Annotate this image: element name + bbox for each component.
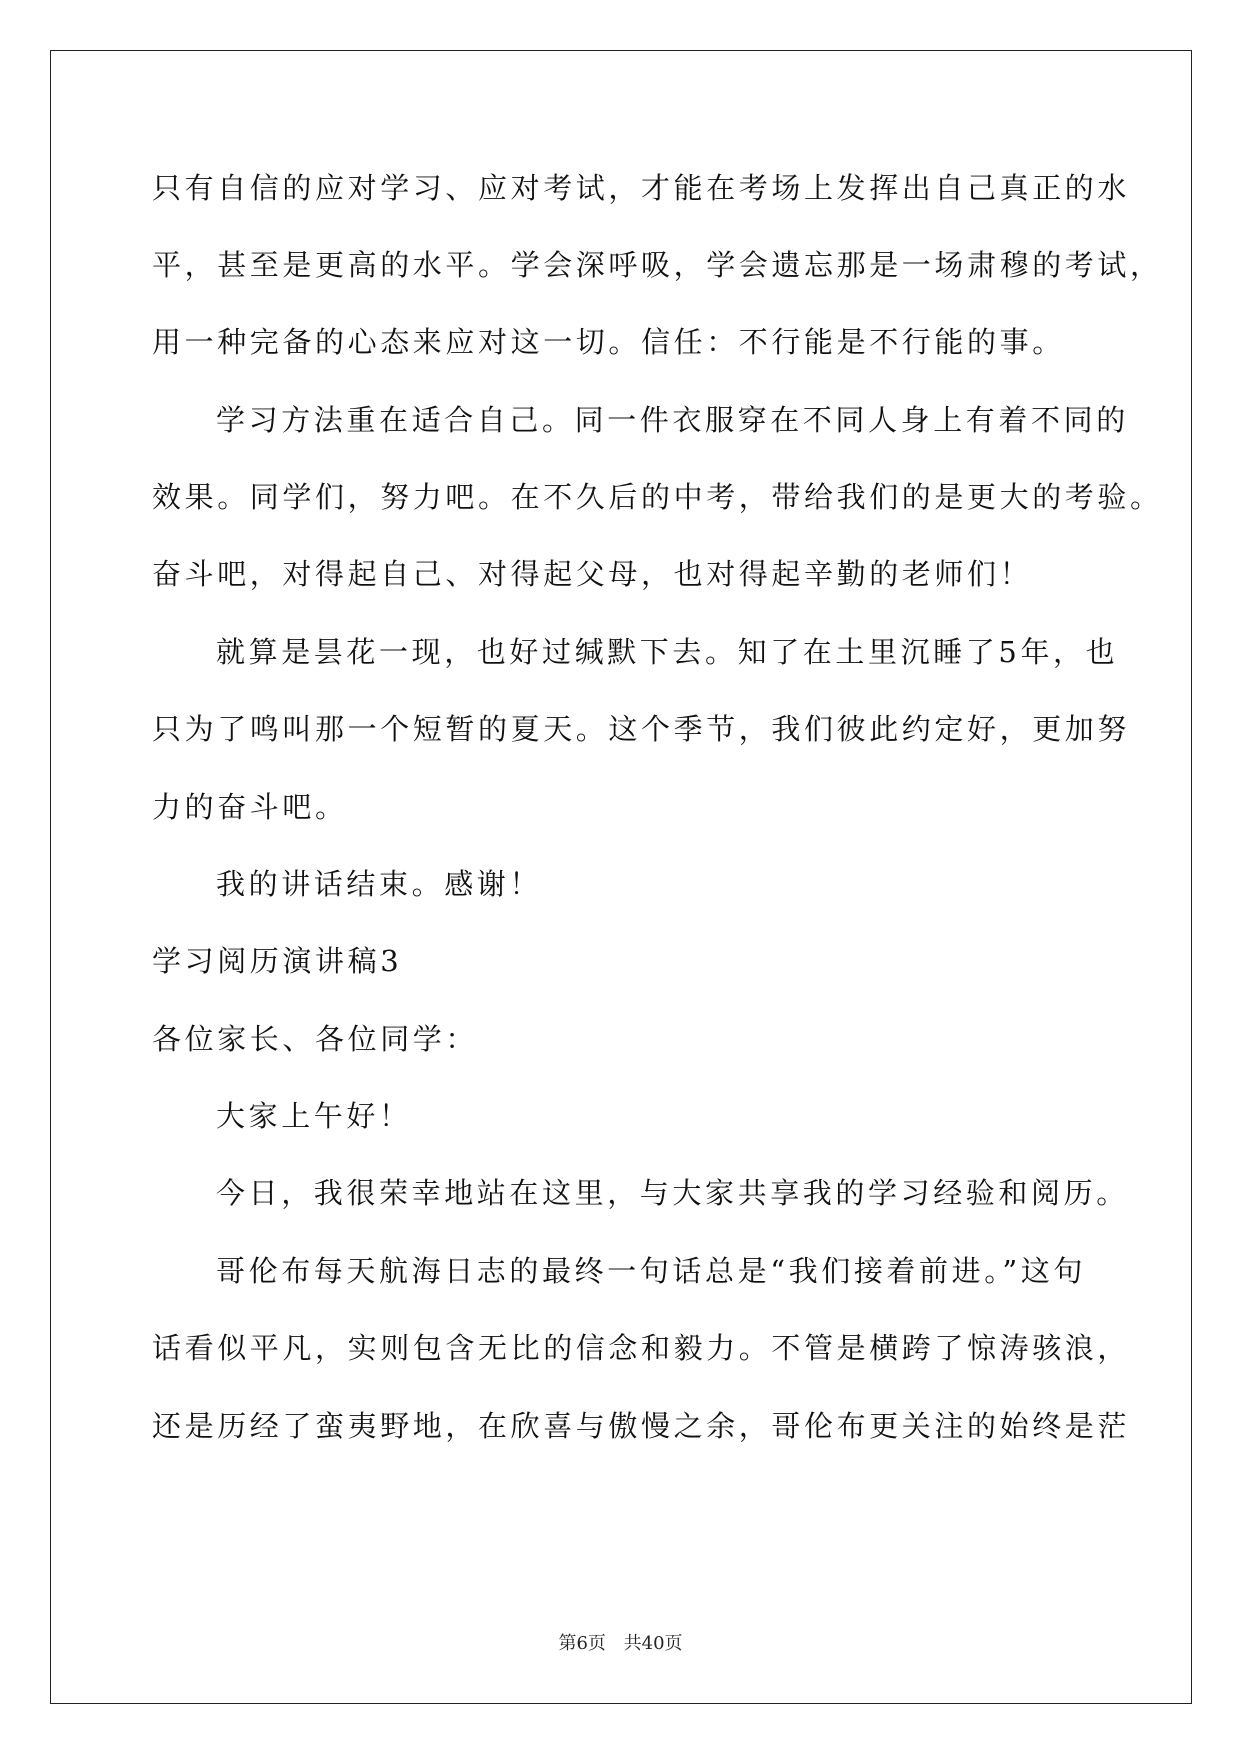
salutation: 各位家长、各位同学： — [152, 1022, 479, 1056]
section-heading: 学习阅历演讲稿3 — [152, 944, 403, 978]
paragraph-line: 用一种完备的心态来应对这一切。信任：不行能是不行能的事。 — [152, 325, 1065, 359]
greeting: 大家上午好！ — [216, 1099, 412, 1133]
paragraph-line: 力的奋斗吧。 — [152, 790, 348, 824]
paragraph-line: 哥伦布每天航海日志的最终一句话总是“我们接着前进。”这句 — [216, 1254, 1086, 1288]
paragraph-line: 话看似平凡，实则包含无比的信念和毅力。不管是横跨了惊涛骇浪， — [152, 1331, 1131, 1365]
page-total: 共40页 — [623, 1633, 683, 1654]
paragraph-line: 学习方法重在适合自己。同一件衣服穿在不同人身上有着不同的 — [216, 403, 1129, 437]
paragraph-line: 只有自信的应对学习、应对考试，才能在考场上发挥出自己真正的水 — [152, 171, 1131, 205]
page-number: 第6页 — [558, 1633, 606, 1654]
paragraph-line: 奋斗吧，对得起自己、对得起父母，也对得起辛勤的老师们！ — [152, 557, 1033, 591]
paragraph-line: 今日，我很荣幸地站在这里，与大家共享我的学习经验和阅历。 — [216, 1176, 1129, 1210]
paragraph-line: 效果。同学们，努力吧。在不久后的中考，带给我们的是更大的考验。 — [152, 480, 1163, 514]
paragraph-line: 平，甚至是更高的水平。学会深呼吸，学会遗忘那是一场肃穆的考试， — [152, 248, 1163, 282]
page-footer — [0, 1633, 1241, 1655]
paragraph-line: 只为了鸣叫那一个短暂的夏天。这个季节，我们彼此约定好，更加努 — [152, 712, 1131, 746]
paragraph-line: 我的讲话结束。感谢！ — [216, 867, 543, 901]
paragraph-line: 还是历经了蛮夷野地，在欣喜与傲慢之余，哥伦布更关注的始终是茫 — [152, 1409, 1131, 1443]
paragraph-line: 就算是昙花一现，也好过缄默下去。知了在土里沉睡了5年，也 — [216, 635, 1119, 669]
